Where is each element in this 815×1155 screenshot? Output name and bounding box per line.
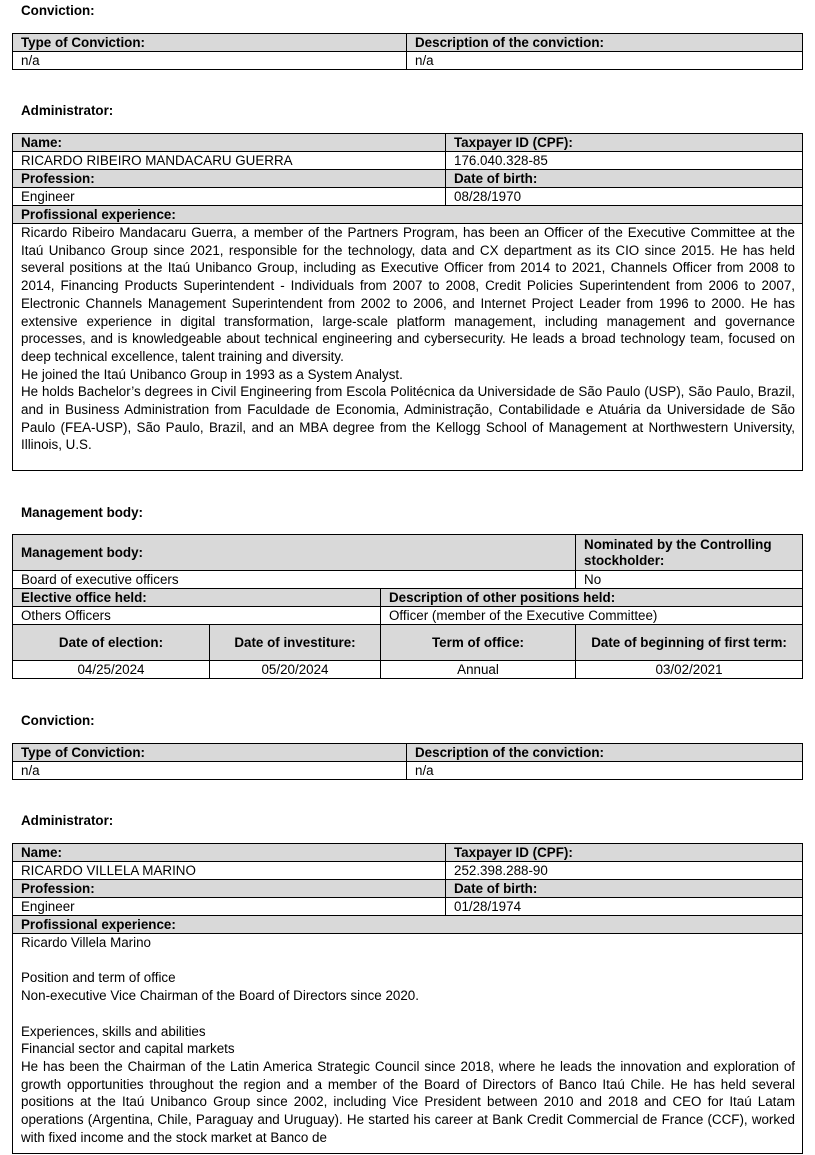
conviction-table (12, 743, 803, 780)
sector-heading: Financial sector and capital markets (21, 1041, 235, 1057)
profession-value: Engineer (13, 188, 446, 206)
management-body-header: Management body: (13, 535, 576, 571)
other-positions-header: Description of other positions held: (381, 589, 803, 607)
administrator-table (12, 133, 803, 471)
administrator-section-label: Administrator: (21, 103, 114, 118)
date-of-election-value: 04/25/2024 (13, 661, 210, 679)
administrator-section-label: Administrator: (21, 813, 114, 828)
profession-header: Profession: (13, 170, 446, 188)
date-of-investiture-header: Date of investiture: (210, 625, 381, 661)
conviction-description-value: n/a (407, 762, 803, 780)
elective-office-value: Others Officers (13, 607, 381, 625)
conviction-table (12, 33, 803, 70)
name-header: Name: (13, 844, 446, 862)
sector-text: He has been the Chairman of the Latin America Strategic Council since 2018, where he leads the innovation and exploration of growth opportunities throughout the region and a member of the Board of Directors of Banco Itaú Chile. He has held several positions at the Itaú Unibanco Group since 2002, including Vice President between 2010 and 2018 and CEO for Itaú Latam operations (Argentina, Chile, Paraguay and Uruguay). He started his career at Bank Credit Commercial de France (CCF), worked with fixed income and the stock market at Banco de (21, 1058, 795, 1145)
professional-experience-text (13, 224, 803, 471)
date-of-investiture-value: 05/20/2024 (210, 661, 381, 679)
type-of-conviction-header: Type of Conviction: (13, 744, 407, 762)
other-positions-value: Officer (member of the Executive Committee) (381, 607, 803, 625)
date-of-birth-header: Date of birth: (446, 170, 803, 188)
cpf-value: 176.040.328-85 (446, 152, 803, 170)
date-of-birth-value: 08/28/1970 (446, 188, 803, 206)
experience-paragraph: Ricardo Ribeiro Mandacaru Guerra, a member of the Partners Program, has been an Officer of the Executive Committee at the Itaú Unibanco Group since 2021, responsible for the technology, data and CX department as its CIO since 2015. He has held several positions at the Itaú Unibanco Group, including as Executive Officer from 2014 to 2021, Channels Officer from 2008 to 2014, Financing Products Superintendent - Individuals from 2007 to 2008, Credit Policies Superintendent from 2006 to 2007, Electronic Channels Management Superintendent from 2002 to 2006, and Internet Project Leader from 1996 to 2000. He has extensive experience in digital transformation, large-scale platform management, including management and governance processes, and is knowledgeable about technical engineering and cybersecurity. He leads a broad technology team, focused on deep technical excellence, talent training and diversity. (21, 225, 795, 364)
profession-header: Profession: (13, 880, 446, 898)
conviction-description-header: Description of the conviction: (407, 744, 803, 762)
type-of-conviction-value: n/a (13, 762, 407, 780)
type-of-conviction-value: n/a (13, 52, 407, 70)
nominated-by-controlling-header: Nominated by the Controlling stockholder: (576, 535, 803, 571)
name-value: RICARDO VILLELA MARINO (13, 862, 446, 880)
name-value: RICARDO RIBEIRO MANDACARU GUERRA (13, 152, 446, 170)
experience-paragraph: He joined the Itaú Unibanco Group in 1993 as a System Analyst. (21, 366, 403, 382)
cpf-header: Taxpayer ID (CPF): (446, 844, 803, 862)
position-text: Non-executive Vice Chairman of the Board of Directors since 2020. (21, 988, 419, 1004)
term-of-office-header: Term of office: (381, 625, 576, 661)
skills-heading: Experiences, skills and abilities (21, 1023, 206, 1039)
cpf-header: Taxpayer ID (CPF): (446, 134, 803, 152)
type-of-conviction-header: Type of Conviction: (13, 34, 407, 52)
elective-office-header: Elective office held: (13, 589, 381, 607)
professional-experience-header: Profissional experience: (13, 206, 803, 224)
nominated-value: No (576, 571, 803, 589)
conviction-section-label: Conviction: (21, 713, 95, 728)
administrator-table (12, 843, 803, 1154)
conviction-section-label: Conviction: (21, 3, 95, 18)
position-heading: Position and term of office (21, 970, 176, 986)
term-of-office-value: Annual (381, 661, 576, 679)
date-of-election-header: Date of election: (13, 625, 210, 661)
professional-experience-text (13, 934, 803, 1154)
management-body-table (12, 534, 803, 679)
cpf-value: 252.398.288-90 (446, 862, 803, 880)
professional-experience-header: Profissional experience: (13, 916, 803, 934)
first-term-date-value: 03/02/2021 (576, 661, 803, 679)
profession-value: Engineer (13, 898, 446, 916)
conviction-description-header: Description of the conviction: (407, 34, 803, 52)
experience-paragraph: He holds Bachelor’s degrees in Civil Engineering from Escola Politécnica da Universidade de São Paulo (USP), São Paulo, Brazil, and in Business Administration from Faculdade de Economia, Administração, Contabilidade e Atuária da Universidade de São Paulo (FEA-USP), São Paulo, Brazil, and an MBA degree from the Kellogg School of Management at Northwestern University, Illinois, U.S. (21, 384, 795, 453)
management-body-value: Board of executive officers (13, 571, 576, 589)
name-header: Name: (13, 134, 446, 152)
experience-name: Ricardo Villela Marino (21, 935, 151, 950)
date-of-birth-value: 01/28/1974 (446, 898, 803, 916)
first-term-date-header: Date of beginning of first term: (576, 625, 803, 661)
date-of-birth-header: Date of birth: (446, 880, 803, 898)
management-body-section-label: Management body: (21, 505, 144, 520)
conviction-description-value: n/a (407, 52, 803, 70)
